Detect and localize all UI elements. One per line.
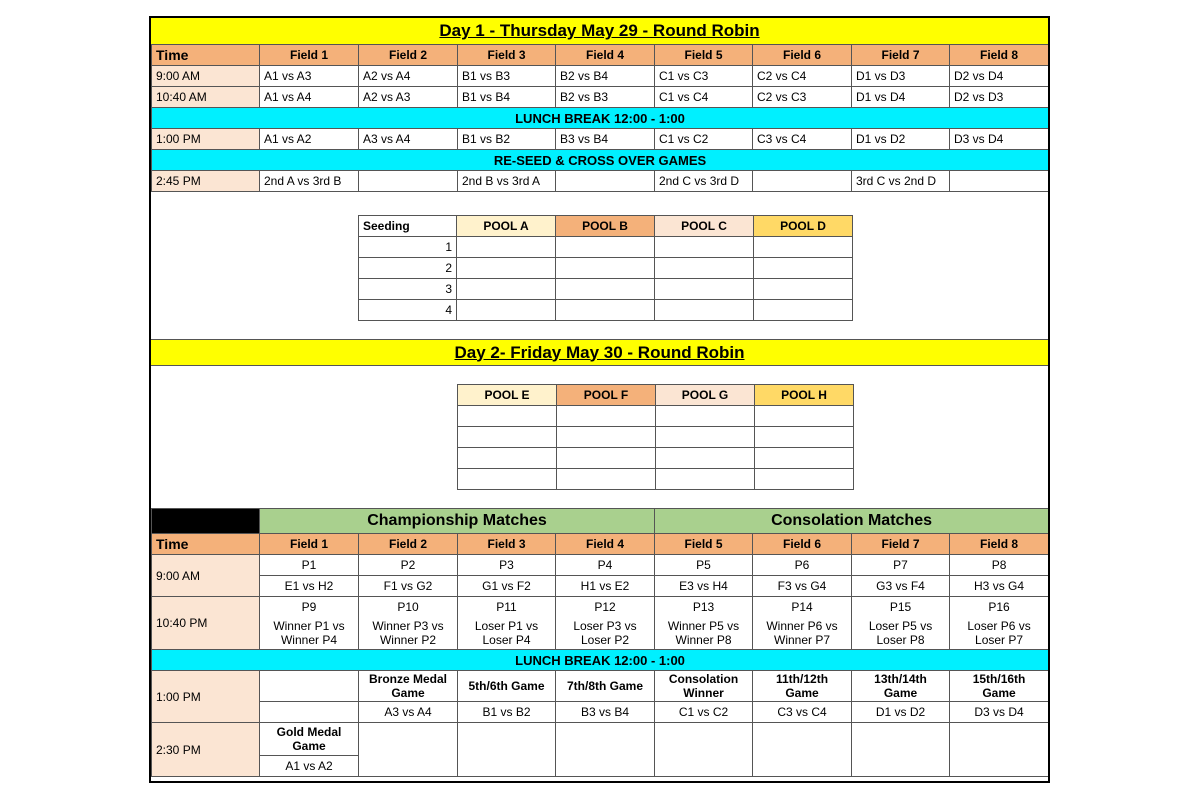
finals-table [151, 508, 1049, 777]
pool-g-header: POOL G [656, 385, 755, 406]
seeding-table [358, 215, 853, 321]
seed-cell [754, 279, 853, 300]
seeding-row [359, 237, 853, 258]
game-cell: B1 vs B3 [458, 66, 556, 87]
championship-header: Championship Matches [260, 509, 655, 534]
game-cell: Loser P3 vs Loser P2 [556, 617, 655, 650]
game-id: P15 [852, 597, 950, 618]
seeding-row [359, 258, 853, 279]
seed-cell [655, 258, 754, 279]
pool-cell [656, 406, 755, 427]
pool-cell [755, 406, 854, 427]
game-id: P6 [753, 555, 852, 576]
game-cell: C2 vs C4 [753, 66, 852, 87]
pool-cell [458, 406, 557, 427]
day2-pool-table [457, 384, 854, 490]
pool-cell [557, 406, 656, 427]
game-cell: Winner P3 vs Winner P2 [359, 617, 458, 650]
seed-cell [754, 300, 853, 321]
field-header: Field 2 [359, 534, 458, 555]
table-row [152, 171, 1049, 192]
table-row [152, 555, 1049, 576]
seed-cell [556, 279, 655, 300]
seed-number: 4 [359, 300, 457, 321]
game-id: P11 [458, 597, 556, 618]
pool-cell [458, 448, 557, 469]
game-cell: B2 vs B4 [556, 66, 655, 87]
game-cell: A1 vs A4 [260, 87, 359, 108]
finals-header-row [152, 534, 1049, 555]
field-header: Field 2 [359, 45, 458, 66]
table-row [152, 576, 1049, 597]
game-cell: 2nd C vs 3rd D [655, 171, 753, 192]
pool-h-header: POOL H [755, 385, 854, 406]
game-cell: A2 vs A4 [359, 66, 458, 87]
pool-cell [557, 469, 656, 490]
field-header: Field 6 [753, 45, 852, 66]
field-header: Field 1 [260, 534, 359, 555]
game-cell: H1 vs E2 [556, 576, 655, 597]
game-cell: B1 vs B2 [458, 129, 556, 150]
empty-cell [852, 723, 950, 777]
game-cell: D3 vs D4 [950, 129, 1049, 150]
game-cell [359, 171, 458, 192]
field-header: Field 7 [852, 534, 950, 555]
lunch-break-label: LUNCH BREAK 12:00 - 1:00 [152, 108, 1049, 129]
pool-b-header: POOL B [556, 216, 655, 237]
pool-cell [755, 427, 854, 448]
day1-header-row [152, 45, 1049, 66]
seed-cell [556, 258, 655, 279]
table-row [152, 66, 1049, 87]
game-cell: D2 vs D3 [950, 87, 1049, 108]
time-cell: 2:30 PM [152, 723, 260, 777]
game-cell: D1 vs D3 [852, 66, 950, 87]
game-cell: Winner P1 vs Winner P4 [260, 617, 359, 650]
lunch-break-row [152, 650, 1049, 671]
game-cell: A1 vs A3 [260, 66, 359, 87]
game-cell: B2 vs B3 [556, 87, 655, 108]
game-cell: C1 vs C2 [655, 702, 753, 723]
day2-title: Day 2- Friday May 30 - Round Robin [151, 339, 1048, 366]
time-cell: 10:40 PM [152, 597, 260, 650]
game-cell: B1 vs B2 [458, 702, 556, 723]
game-cell [260, 702, 359, 723]
game-id: P9 [260, 597, 359, 618]
seeding-label: Seeding [359, 216, 457, 237]
game-id: P13 [655, 597, 753, 618]
game-cell: B3 vs B4 [556, 129, 655, 150]
game-cell: H3 vs G4 [950, 576, 1049, 597]
field-header: Field 7 [852, 45, 950, 66]
game-cell: B3 vs B4 [556, 702, 655, 723]
pool-cell [557, 448, 656, 469]
seed-cell [457, 300, 556, 321]
empty-cell [655, 723, 753, 777]
time-cell: 1:00 PM [152, 671, 260, 723]
game-cell: E1 vs H2 [260, 576, 359, 597]
seed-cell [556, 237, 655, 258]
game-cell: C3 vs C4 [753, 129, 852, 150]
pool-e-header: POOL E [458, 385, 557, 406]
game-id: P8 [950, 555, 1049, 576]
seed-cell [754, 237, 853, 258]
game-cell: 2nd A vs 3rd B [260, 171, 359, 192]
corner-cell [152, 509, 260, 534]
game-cell: B1 vs B4 [458, 87, 556, 108]
field-header: Field 5 [655, 534, 753, 555]
field-header: Field 1 [260, 45, 359, 66]
game-name: Bronze Medal Game [359, 671, 458, 702]
seeding-header-row [359, 216, 853, 237]
field-header: Field 5 [655, 45, 753, 66]
game-cell: Loser P5 vs Loser P8 [852, 617, 950, 650]
seed-cell [754, 258, 853, 279]
time-cell: 9:00 AM [152, 555, 260, 597]
field-header: Field 8 [950, 45, 1049, 66]
game-name: 15th/16th Game [950, 671, 1049, 702]
pool-row [458, 406, 854, 427]
lunch-break-label: LUNCH BREAK 12:00 - 1:00 [152, 650, 1049, 671]
game-cell: A3 vs A4 [359, 129, 458, 150]
table-row [152, 129, 1049, 150]
game-cell: C1 vs C4 [655, 87, 753, 108]
empty-cell [556, 723, 655, 777]
game-id: P16 [950, 597, 1049, 618]
empty-cell [950, 723, 1049, 777]
day1-schedule-table [151, 44, 1049, 192]
table-row [152, 87, 1049, 108]
pool-a-header: POOL A [457, 216, 556, 237]
gold-medal-game-name: Gold Medal Game [260, 723, 359, 756]
game-name: 11th/12th Game [753, 671, 852, 702]
time-cell: 10:40 AM [152, 87, 260, 108]
pool-cell [656, 427, 755, 448]
game-name: 13th/14th Game [852, 671, 950, 702]
seed-cell [556, 300, 655, 321]
time-cell: 9:00 AM [152, 66, 260, 87]
game-cell: D2 vs D4 [950, 66, 1049, 87]
seed-number: 2 [359, 258, 457, 279]
game-cell: D1 vs D2 [852, 129, 950, 150]
game-cell: G1 vs F2 [458, 576, 556, 597]
seed-cell [457, 279, 556, 300]
day1-title: Day 1 - Thursday May 29 - Round Robin [151, 18, 1048, 45]
game-name: 7th/8th Game [556, 671, 655, 702]
pool-cell [458, 427, 557, 448]
game-id: P1 [260, 555, 359, 576]
section-header-row [152, 509, 1049, 534]
game-name: Consolation Winner [655, 671, 753, 702]
pool-cell [656, 448, 755, 469]
pool-d-header: POOL D [754, 216, 853, 237]
reseed-row [152, 150, 1049, 171]
field-header: Field 4 [556, 534, 655, 555]
game-cell: A1 vs A2 [260, 129, 359, 150]
time-header: Time [152, 45, 260, 66]
pool-f-header: POOL F [557, 385, 656, 406]
lunch-break-row [152, 108, 1049, 129]
game-cell: D1 vs D4 [852, 87, 950, 108]
game-cell [950, 171, 1049, 192]
seeding-row [359, 300, 853, 321]
pool-cell [557, 427, 656, 448]
game-cell: Winner P6 vs Winner P7 [753, 617, 852, 650]
time-cell: 2:45 PM [152, 171, 260, 192]
game-cell: C3 vs C4 [753, 702, 852, 723]
seeding-row [359, 279, 853, 300]
game-cell: G3 vs F4 [852, 576, 950, 597]
field-header: Field 6 [753, 534, 852, 555]
time-header: Time [152, 534, 260, 555]
reseed-label: RE-SEED & CROSS OVER GAMES [152, 150, 1049, 171]
game-id: P4 [556, 555, 655, 576]
game-cell: C2 vs C3 [753, 87, 852, 108]
game-cell: E3 vs H4 [655, 576, 753, 597]
seed-cell [457, 258, 556, 279]
pool-row [458, 448, 854, 469]
game-cell: A1 vs A2 [260, 756, 359, 777]
game-name [260, 671, 359, 702]
game-id: P2 [359, 555, 458, 576]
game-id: P3 [458, 555, 556, 576]
game-cell: Loser P1 vs Loser P4 [458, 617, 556, 650]
seed-number: 1 [359, 237, 457, 258]
game-cell: F1 vs G2 [359, 576, 458, 597]
seed-number: 3 [359, 279, 457, 300]
game-cell: D1 vs D2 [852, 702, 950, 723]
game-cell: Loser P6 vs Loser P7 [950, 617, 1049, 650]
pool-cell [755, 448, 854, 469]
game-cell: A2 vs A3 [359, 87, 458, 108]
empty-cell [753, 723, 852, 777]
pool-row [458, 427, 854, 448]
pool-cell [458, 469, 557, 490]
seed-cell [457, 237, 556, 258]
game-id: P14 [753, 597, 852, 618]
field-header: Field 4 [556, 45, 655, 66]
time-cell: 1:00 PM [152, 129, 260, 150]
consolation-header: Consolation Matches [655, 509, 1049, 534]
seed-cell [655, 237, 754, 258]
game-cell [753, 171, 852, 192]
table-row [152, 723, 1049, 756]
seed-cell [655, 300, 754, 321]
empty-cell [458, 723, 556, 777]
game-id: P7 [852, 555, 950, 576]
game-cell: Winner P5 vs Winner P8 [655, 617, 753, 650]
table-row [152, 597, 1049, 618]
table-row [152, 702, 1049, 723]
game-id: P5 [655, 555, 753, 576]
game-cell: D3 vs D4 [950, 702, 1049, 723]
pool-cell [656, 469, 755, 490]
pool-header-row [458, 385, 854, 406]
game-cell [556, 171, 655, 192]
field-header: Field 3 [458, 45, 556, 66]
game-cell: C1 vs C2 [655, 129, 753, 150]
game-cell: A3 vs A4 [359, 702, 458, 723]
pool-c-header: POOL C [655, 216, 754, 237]
field-header: Field 3 [458, 534, 556, 555]
field-header: Field 8 [950, 534, 1049, 555]
game-cell: C1 vs C3 [655, 66, 753, 87]
game-cell: F3 vs G4 [753, 576, 852, 597]
empty-cell [359, 723, 458, 777]
game-name: 5th/6th Game [458, 671, 556, 702]
game-cell: 2nd B vs 3rd A [458, 171, 556, 192]
pool-cell [755, 469, 854, 490]
table-row [152, 617, 1049, 650]
seed-cell [655, 279, 754, 300]
game-id: P10 [359, 597, 458, 618]
game-cell: 3rd C vs 2nd D [852, 171, 950, 192]
schedule-sheet [149, 16, 1050, 783]
game-id: P12 [556, 597, 655, 618]
pool-row [458, 469, 854, 490]
table-row [152, 671, 1049, 702]
